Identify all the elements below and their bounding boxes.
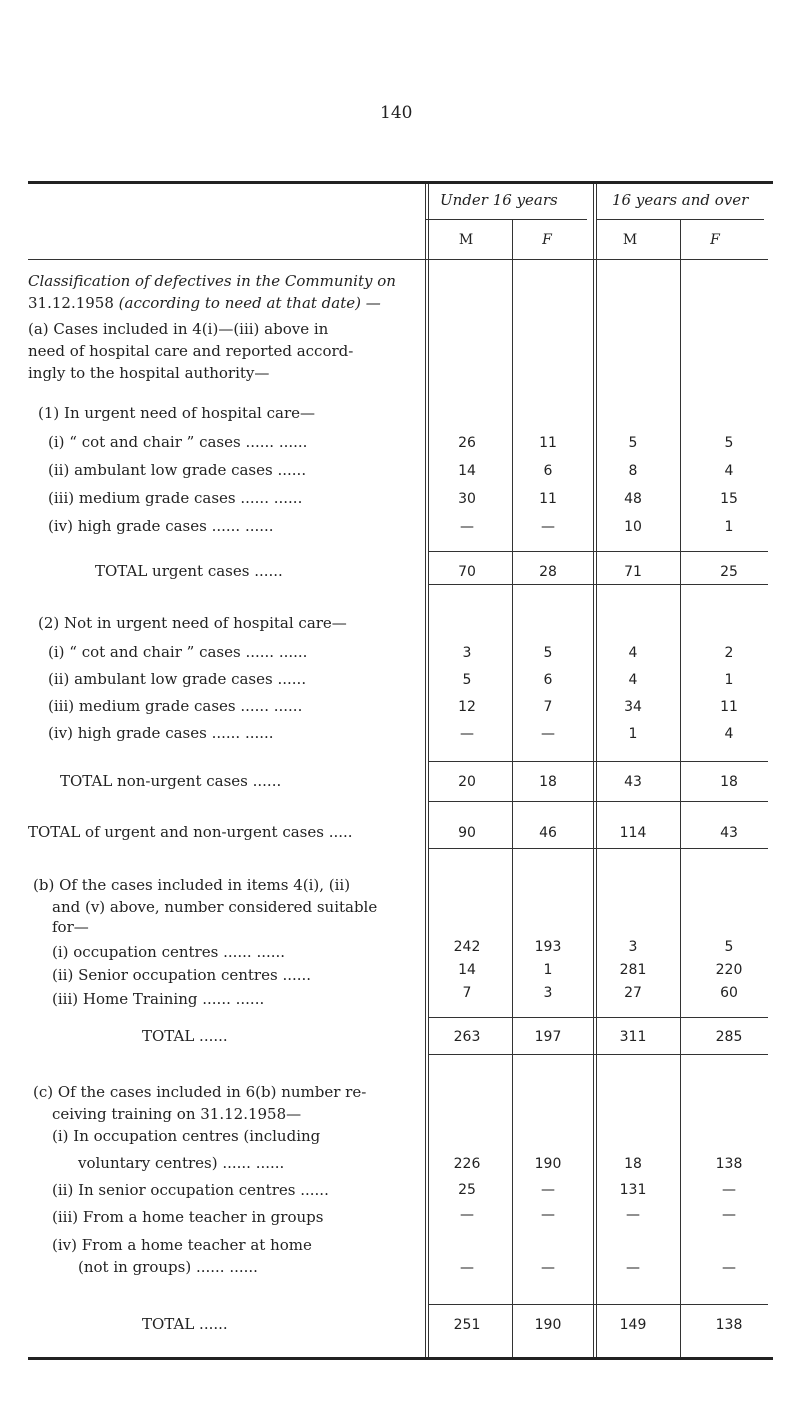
- cell: —: [626, 1260, 640, 1276]
- header-rule: [28, 259, 768, 260]
- cell: —: [460, 726, 474, 742]
- cell: —: [541, 1260, 555, 1276]
- cell: 34: [624, 699, 642, 715]
- cell: 114: [619, 825, 647, 841]
- page-number: 140: [380, 103, 413, 123]
- cell: 263: [453, 1029, 481, 1045]
- cell: 197: [534, 1029, 562, 1045]
- cell: 4: [628, 672, 638, 688]
- sc-r4b: (not in groups) ...... ......: [78, 1258, 258, 1276]
- cell: 10: [624, 519, 642, 535]
- cell: 226: [453, 1156, 481, 1172]
- cell: 43: [720, 825, 738, 841]
- cell: 1: [724, 672, 734, 688]
- cell: 43: [624, 774, 642, 790]
- cell: 242: [453, 939, 481, 955]
- sc-line2: ceiving training on 31.12.1958—: [52, 1105, 302, 1123]
- bottom-rule: [28, 1357, 773, 1360]
- cell: 251: [453, 1317, 481, 1333]
- intro-date: 31.12.1958: [28, 294, 114, 312]
- cell: 7: [543, 699, 553, 715]
- cell: 1: [628, 726, 638, 742]
- cell: 48: [624, 491, 642, 507]
- col-rule-1b: [428, 184, 429, 1360]
- cell: 4: [724, 726, 734, 742]
- cell: —: [541, 726, 555, 742]
- cell: 5: [724, 939, 734, 955]
- top-rule: [28, 181, 773, 184]
- cell: 25: [458, 1182, 476, 1198]
- cell: 27: [624, 985, 642, 1001]
- cell: 1: [543, 962, 553, 978]
- sb-row-label: (ii) Senior occupation centres ......: [52, 966, 312, 984]
- cell: —: [722, 1182, 736, 1198]
- rule: [428, 761, 768, 762]
- col-rule-4: [680, 219, 681, 1360]
- sb-line1: (b) Of the cases included in items 4(i), (ii): [33, 876, 351, 894]
- cell: 5: [462, 672, 472, 688]
- cell: —: [626, 1207, 640, 1223]
- header-m2: M: [622, 232, 638, 248]
- s2-total-label: TOTAL non-urgent cases ......: [60, 772, 282, 790]
- rule: [428, 551, 768, 552]
- cell: 3: [543, 985, 553, 1001]
- sb-line2: and (v) above, number considered suitable: [52, 898, 378, 916]
- header-f1: F: [542, 232, 552, 248]
- sb-line3: for—: [52, 918, 89, 936]
- intro-line2: [28, 294, 381, 312]
- grand-total-label: TOTAL of urgent and non-urgent cases .....: [28, 823, 353, 841]
- cell: —: [541, 1182, 555, 1198]
- header-subrule-1: [425, 219, 587, 220]
- cell: 70: [458, 564, 476, 580]
- cell: 131: [619, 1182, 647, 1198]
- sc-r1b: voluntary centres) ...... ......: [78, 1154, 285, 1172]
- cell: 311: [619, 1029, 647, 1045]
- cell: 11: [539, 435, 557, 451]
- cell: 26: [458, 435, 476, 451]
- cell: 149: [619, 1317, 647, 1333]
- s2-row-label: (ii) ambulant low grade cases ......: [48, 670, 307, 688]
- cell: —: [460, 1260, 474, 1276]
- cell: 20: [458, 774, 476, 790]
- cell: 18: [624, 1156, 642, 1172]
- cell: 18: [720, 774, 738, 790]
- sc-line1: (c) Of the cases included in 6(b) number re-: [33, 1083, 367, 1101]
- cell: 190: [534, 1317, 562, 1333]
- intro-qualifier: (according to need at that date) —: [118, 294, 381, 312]
- cell: 5: [543, 645, 553, 661]
- cell: 3: [462, 645, 472, 661]
- cell: 8: [628, 463, 638, 479]
- intro-a1: (a) Cases included in 4(i)—(iii) above in: [28, 320, 329, 338]
- cell: 6: [543, 463, 553, 479]
- intro-a2: need of hospital care and reported accord-: [28, 342, 354, 360]
- col-rule-3b: [596, 184, 597, 1360]
- cell: 138: [715, 1156, 743, 1172]
- s2-row-label: (iv) high grade cases ...... ......: [48, 724, 274, 742]
- cell: 3: [628, 939, 638, 955]
- header-under16: Under 16 years: [440, 191, 558, 209]
- cell: 90: [458, 825, 476, 841]
- sc-r1a: (i) In occupation centres (including: [52, 1127, 321, 1145]
- intro-a3: ingly to the hospital authority—: [28, 364, 270, 382]
- s1-row-label: (ii) ambulant low grade cases ......: [48, 461, 307, 479]
- cell: 193: [534, 939, 562, 955]
- cell: 4: [628, 645, 638, 661]
- cell: 4: [724, 463, 734, 479]
- sb-row-label: (i) occupation centres ...... ......: [52, 943, 286, 961]
- cell: 5: [628, 435, 638, 451]
- cell: 11: [539, 491, 557, 507]
- s1-row-label: (i) “ cot and chair ” cases ...... ......: [48, 433, 308, 451]
- header-f2: F: [710, 232, 720, 248]
- cell: 71: [624, 564, 642, 580]
- cell: 6: [543, 672, 553, 688]
- cell: 46: [539, 825, 557, 841]
- cell: —: [722, 1207, 736, 1223]
- rule: [428, 1304, 768, 1305]
- sc-r2a: (ii) In senior occupation centres ......: [52, 1181, 329, 1199]
- cell: 15: [720, 491, 738, 507]
- cell: —: [541, 1207, 555, 1223]
- s2-heading: (2) Not in urgent need of hospital care—: [38, 614, 347, 632]
- cell: 285: [715, 1029, 743, 1045]
- cell: 30: [458, 491, 476, 507]
- s1-heading: (1) In urgent need of hospital care—: [38, 404, 315, 422]
- cell: 5: [724, 435, 734, 451]
- cell: —: [460, 519, 474, 535]
- cell: 14: [458, 463, 476, 479]
- col-rule-3: [593, 184, 594, 1360]
- cell: 190: [534, 1156, 562, 1172]
- s1-total-label: TOTAL urgent cases ......: [95, 562, 283, 580]
- header-over16: 16 years and over: [612, 191, 749, 209]
- header-m1: M: [458, 232, 474, 248]
- intro-line1: Classification of defectives in the Community on: [28, 272, 396, 290]
- rule: [428, 1054, 768, 1055]
- cell: 220: [715, 962, 743, 978]
- cell: 7: [462, 985, 472, 1001]
- cell: 2: [724, 645, 734, 661]
- sc-total-label: TOTAL ......: [142, 1315, 228, 1333]
- cell: 281: [619, 962, 647, 978]
- rule: [428, 801, 768, 802]
- sb-row-label: (iii) Home Training ...... ......: [52, 990, 265, 1008]
- s2-row-label: (i) “ cot and chair ” cases ...... ......: [48, 643, 308, 661]
- cell: 138: [715, 1317, 743, 1333]
- s1-row-label: (iv) high grade cases ...... ......: [48, 517, 274, 535]
- cell: 14: [458, 962, 476, 978]
- cell: 18: [539, 774, 557, 790]
- sc-r3a: (iii) From a home teacher in groups: [52, 1208, 324, 1226]
- rule: [428, 1017, 768, 1018]
- cell: —: [460, 1207, 474, 1223]
- cell: 11: [720, 699, 738, 715]
- s1-row-label: (iii) medium grade cases ...... ......: [48, 489, 303, 507]
- s2-row-label: (iii) medium grade cases ...... ......: [48, 697, 303, 715]
- rule: [428, 584, 768, 585]
- cell: 25: [720, 564, 738, 580]
- sb-total-label: TOTAL ......: [142, 1027, 228, 1045]
- cell: 28: [539, 564, 557, 580]
- sc-r4a: (iv) From a home teacher at home: [52, 1236, 312, 1254]
- rule: [428, 848, 768, 849]
- cell: —: [722, 1260, 736, 1276]
- cell: 1: [724, 519, 734, 535]
- col-rule-1: [425, 184, 426, 1360]
- cell: —: [541, 519, 555, 535]
- cell: 12: [458, 699, 476, 715]
- cell: 60: [720, 985, 738, 1001]
